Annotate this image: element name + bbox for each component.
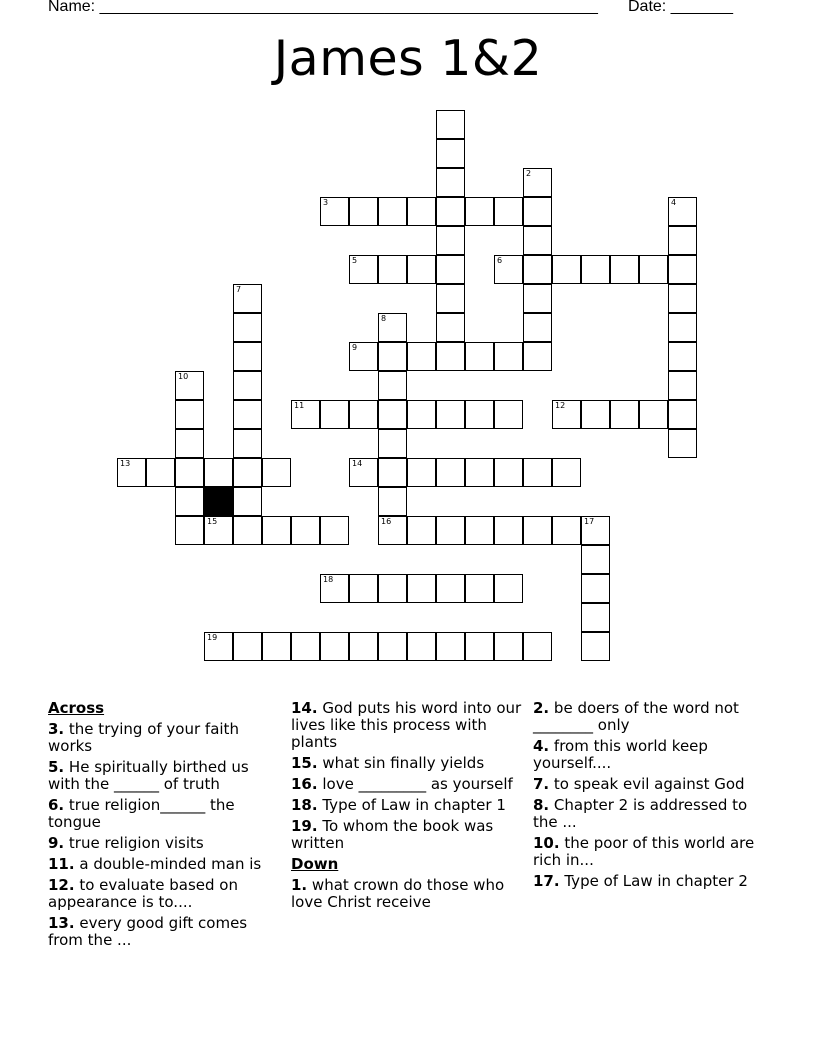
clue-item <box>291 797 523 814</box>
clue-label: 6. <box>48 796 65 814</box>
grid-cell[interactable] <box>465 516 494 545</box>
grid-cell[interactable] <box>523 458 552 487</box>
grid-cell[interactable] <box>233 487 262 516</box>
grid-cell[interactable] <box>523 284 552 313</box>
grid-cell[interactable] <box>581 255 610 284</box>
grid-cell[interactable] <box>523 313 552 342</box>
grid-cell[interactable] <box>465 342 494 371</box>
clue-text: to evaluate based on appearance is to.... <box>48 876 238 911</box>
grid-cell[interactable] <box>407 400 436 429</box>
clue-label: 18. <box>291 796 318 814</box>
grid-cell[interactable] <box>407 574 436 603</box>
clue-number: 6 <box>497 256 503 265</box>
grid-cell[interactable] <box>465 197 494 226</box>
grid-cell[interactable] <box>465 574 494 603</box>
clue-text: true religion visits <box>68 834 204 852</box>
clue-column-1 <box>48 700 278 953</box>
clue-label: 11. <box>48 855 75 873</box>
clue-number: 17 <box>584 517 595 526</box>
grid-cell[interactable] <box>668 197 697 226</box>
grid-cell[interactable] <box>668 226 697 255</box>
grid-cell[interactable] <box>233 342 262 371</box>
grid-cell[interactable] <box>175 458 204 487</box>
grid-cell[interactable] <box>204 458 233 487</box>
grid-cell[interactable] <box>610 255 639 284</box>
clue-text: the trying of your faith works <box>48 720 239 755</box>
clue-number: 8 <box>381 314 387 323</box>
grid-cell[interactable] <box>320 516 349 545</box>
grid-cell[interactable] <box>320 574 349 603</box>
clue-number: 5 <box>352 256 358 265</box>
clue-number: 12 <box>555 401 566 410</box>
clue-number: 13 <box>120 459 131 468</box>
clue-text: Type of Law in chapter 2 <box>564 872 748 890</box>
clue-number: 9 <box>352 343 358 352</box>
clue-label: 16. <box>291 775 318 793</box>
clue-text: a double-minded man is <box>79 855 262 873</box>
grid-cell[interactable] <box>378 342 407 371</box>
grid-cell[interactable] <box>668 400 697 429</box>
grid-cell[interactable] <box>378 313 407 342</box>
grid-cell[interactable] <box>175 400 204 429</box>
grid-cell[interactable] <box>436 284 465 313</box>
grid-cell[interactable] <box>175 516 204 545</box>
clue-item <box>291 877 523 911</box>
grid-cell[interactable] <box>494 342 523 371</box>
date-field[interactable]: Date: _______ <box>628 0 733 15</box>
grid-cell[interactable] <box>523 255 552 284</box>
grid-cell[interactable] <box>494 458 523 487</box>
clue-item <box>291 700 523 751</box>
grid-cell[interactable] <box>436 226 465 255</box>
grid-cell[interactable] <box>639 400 668 429</box>
grid-cell[interactable] <box>552 400 581 429</box>
clue-label: 5. <box>48 758 65 776</box>
grid-cell[interactable] <box>668 255 697 284</box>
grid-cell[interactable] <box>349 458 378 487</box>
name-field[interactable]: Name: ________________________________________________________ <box>48 0 598 15</box>
grid-cell[interactable] <box>523 197 552 226</box>
clue-number: 15 <box>207 517 218 526</box>
grid-cell[interactable] <box>233 458 262 487</box>
clue-item <box>48 856 278 873</box>
clue-label: 4. <box>533 737 550 755</box>
clue-item <box>48 759 278 793</box>
clue-text: true religion______ the tongue <box>48 796 235 831</box>
grid-cell[interactable] <box>581 545 610 574</box>
grid-cell[interactable] <box>581 632 610 661</box>
clue-text: be doers of the word not ________ only <box>533 699 739 734</box>
grid-cell[interactable] <box>117 458 146 487</box>
grid-cell[interactable] <box>581 574 610 603</box>
clue-label: 15. <box>291 754 318 772</box>
clue-number: 11 <box>294 401 305 410</box>
grid-cell[interactable] <box>407 342 436 371</box>
grid-cell[interactable] <box>378 400 407 429</box>
clue-label: 2. <box>533 699 550 717</box>
clue-text: what sin finally yields <box>322 754 485 772</box>
grid-cell[interactable] <box>320 400 349 429</box>
clue-text: love _________ as yourself <box>322 775 513 793</box>
clue-item <box>533 873 773 890</box>
clue-column-3 <box>533 700 773 894</box>
clue-number: 18 <box>323 575 334 584</box>
grid-cell[interactable] <box>552 516 581 545</box>
clue-text: He spiritually birthed us with the ______ of truth <box>48 758 249 793</box>
grid-cell[interactable] <box>581 603 610 632</box>
clue-item <box>48 797 278 831</box>
grid-cell[interactable] <box>233 313 262 342</box>
grid-cell[interactable] <box>407 197 436 226</box>
grid-cell[interactable] <box>436 168 465 197</box>
down-heading: Down <box>291 855 339 873</box>
grid-cell[interactable] <box>436 197 465 226</box>
clue-item <box>48 721 278 755</box>
clue-label: 10. <box>533 834 560 852</box>
clue-number: 19 <box>207 633 218 642</box>
clue-label: 19. <box>291 817 318 835</box>
grid-cell[interactable] <box>146 458 175 487</box>
grid-cell[interactable] <box>436 110 465 139</box>
grid-cell[interactable] <box>233 284 262 313</box>
grid-cell[interactable] <box>349 342 378 371</box>
clue-number: 4 <box>671 198 677 207</box>
clue-label: 12. <box>48 876 75 894</box>
clue-text: God puts his word into our lives like this process with plants <box>291 699 522 751</box>
clue-item <box>291 755 523 772</box>
grid-cell[interactable] <box>465 632 494 661</box>
grid-cell[interactable] <box>378 487 407 516</box>
grid-cell[interactable] <box>378 429 407 458</box>
clue-item <box>533 738 773 772</box>
clue-label: 14. <box>291 699 318 717</box>
grid-cell[interactable] <box>349 632 378 661</box>
grid-cell[interactable] <box>320 632 349 661</box>
grid-cell[interactable] <box>436 342 465 371</box>
grid-cell[interactable] <box>175 429 204 458</box>
grid-cell[interactable] <box>175 487 204 516</box>
grid-cell[interactable] <box>436 632 465 661</box>
grid-cell[interactable] <box>378 371 407 400</box>
clue-item <box>533 835 773 869</box>
grid-cell[interactable] <box>407 516 436 545</box>
clue-item <box>48 915 278 949</box>
grid-cell[interactable] <box>494 516 523 545</box>
grid-cell[interactable] <box>523 516 552 545</box>
grid-cell[interactable] <box>639 255 668 284</box>
clue-item <box>48 835 278 852</box>
grid-cell[interactable] <box>523 226 552 255</box>
grid-cell[interactable] <box>262 458 291 487</box>
clue-label: 9. <box>48 834 65 852</box>
clue-item <box>533 700 773 734</box>
clue-text: what crown do those who love Christ receive <box>291 876 505 911</box>
grid-cell[interactable] <box>262 632 291 661</box>
grid-cell[interactable] <box>378 197 407 226</box>
clue-text: every good gift comes from the ... <box>48 914 248 949</box>
grid-cell[interactable] <box>291 400 320 429</box>
page-title: James 1&2 <box>273 30 543 87</box>
grid-cell[interactable] <box>494 197 523 226</box>
clue-text: Chapter 2 is addressed to the ... <box>533 796 748 831</box>
grid-cell[interactable] <box>378 574 407 603</box>
grid-cell[interactable] <box>436 255 465 284</box>
grid-cell[interactable] <box>436 400 465 429</box>
clue-item <box>291 776 523 793</box>
grid-cell[interactable] <box>494 574 523 603</box>
clue-text: Type of Law in chapter 1 <box>322 796 506 814</box>
grid-cell[interactable] <box>523 632 552 661</box>
grid-cell[interactable] <box>436 516 465 545</box>
clue-label: 13. <box>48 914 75 932</box>
grid-cell[interactable] <box>552 255 581 284</box>
grid-cell[interactable] <box>349 255 378 284</box>
grid-cell[interactable] <box>668 313 697 342</box>
grid-cell[interactable] <box>378 516 407 545</box>
clue-label: 7. <box>533 775 550 793</box>
clue-number: 14 <box>352 459 363 468</box>
grid-cell[interactable] <box>494 400 523 429</box>
grid-cell[interactable] <box>436 313 465 342</box>
grid-cell[interactable] <box>233 516 262 545</box>
grid-cell[interactable] <box>581 400 610 429</box>
grid-cell[interactable] <box>668 429 697 458</box>
grid-cell[interactable] <box>494 632 523 661</box>
clue-number: 16 <box>381 517 392 526</box>
clue-label: 8. <box>533 796 550 814</box>
grid-cell[interactable] <box>378 632 407 661</box>
clue-column-2 <box>291 700 523 915</box>
black-square <box>204 487 233 516</box>
grid-cell[interactable] <box>233 429 262 458</box>
grid-cell[interactable] <box>291 516 320 545</box>
clue-item <box>48 877 278 911</box>
grid-cell[interactable] <box>175 371 204 400</box>
grid-cell[interactable] <box>204 516 233 545</box>
grid-cell[interactable] <box>378 458 407 487</box>
clue-text: to speak evil against God <box>553 775 745 793</box>
clue-item <box>291 818 523 852</box>
grid-cell[interactable] <box>262 516 291 545</box>
grid-cell[interactable] <box>581 516 610 545</box>
across-heading: Across <box>48 699 105 717</box>
clue-label: 17. <box>533 872 560 890</box>
grid-cell[interactable] <box>349 197 378 226</box>
grid-cell[interactable] <box>291 632 320 661</box>
clue-text: from this world keep yourself.... <box>533 737 708 772</box>
clue-item <box>533 776 773 793</box>
grid-cell[interactable] <box>349 574 378 603</box>
clue-number: 2 <box>526 169 532 178</box>
clue-item <box>533 797 773 831</box>
grid-cell[interactable] <box>407 632 436 661</box>
grid-cell[interactable] <box>668 371 697 400</box>
grid-cell[interactable] <box>233 400 262 429</box>
grid-cell[interactable] <box>436 574 465 603</box>
grid-cell[interactable] <box>436 458 465 487</box>
clue-label: 1. <box>291 876 308 894</box>
grid-cell[interactable] <box>523 342 552 371</box>
grid-cell[interactable] <box>349 400 378 429</box>
grid-cell[interactable] <box>233 632 262 661</box>
clue-text: the poor of this world are rich in... <box>533 834 755 869</box>
grid-cell[interactable] <box>552 458 581 487</box>
grid-cell[interactable] <box>668 284 697 313</box>
grid-cell[interactable] <box>233 371 262 400</box>
grid-cell[interactable] <box>668 342 697 371</box>
grid-cell[interactable] <box>465 400 494 429</box>
clue-label: 3. <box>48 720 65 738</box>
grid-cell[interactable] <box>378 255 407 284</box>
grid-cell[interactable] <box>465 458 494 487</box>
clue-number: 7 <box>236 285 242 294</box>
clue-text: To whom the book was written <box>291 817 494 852</box>
grid-cell[interactable] <box>320 197 349 226</box>
grid-cell[interactable] <box>204 632 233 661</box>
grid-cell[interactable] <box>523 168 552 197</box>
grid-cell[interactable] <box>407 255 436 284</box>
grid-cell[interactable] <box>494 255 523 284</box>
clue-number: 3 <box>323 198 329 207</box>
grid-cell[interactable] <box>436 139 465 168</box>
grid-cell[interactable] <box>610 400 639 429</box>
grid-cell[interactable] <box>407 458 436 487</box>
clue-number: 10 <box>178 372 189 381</box>
